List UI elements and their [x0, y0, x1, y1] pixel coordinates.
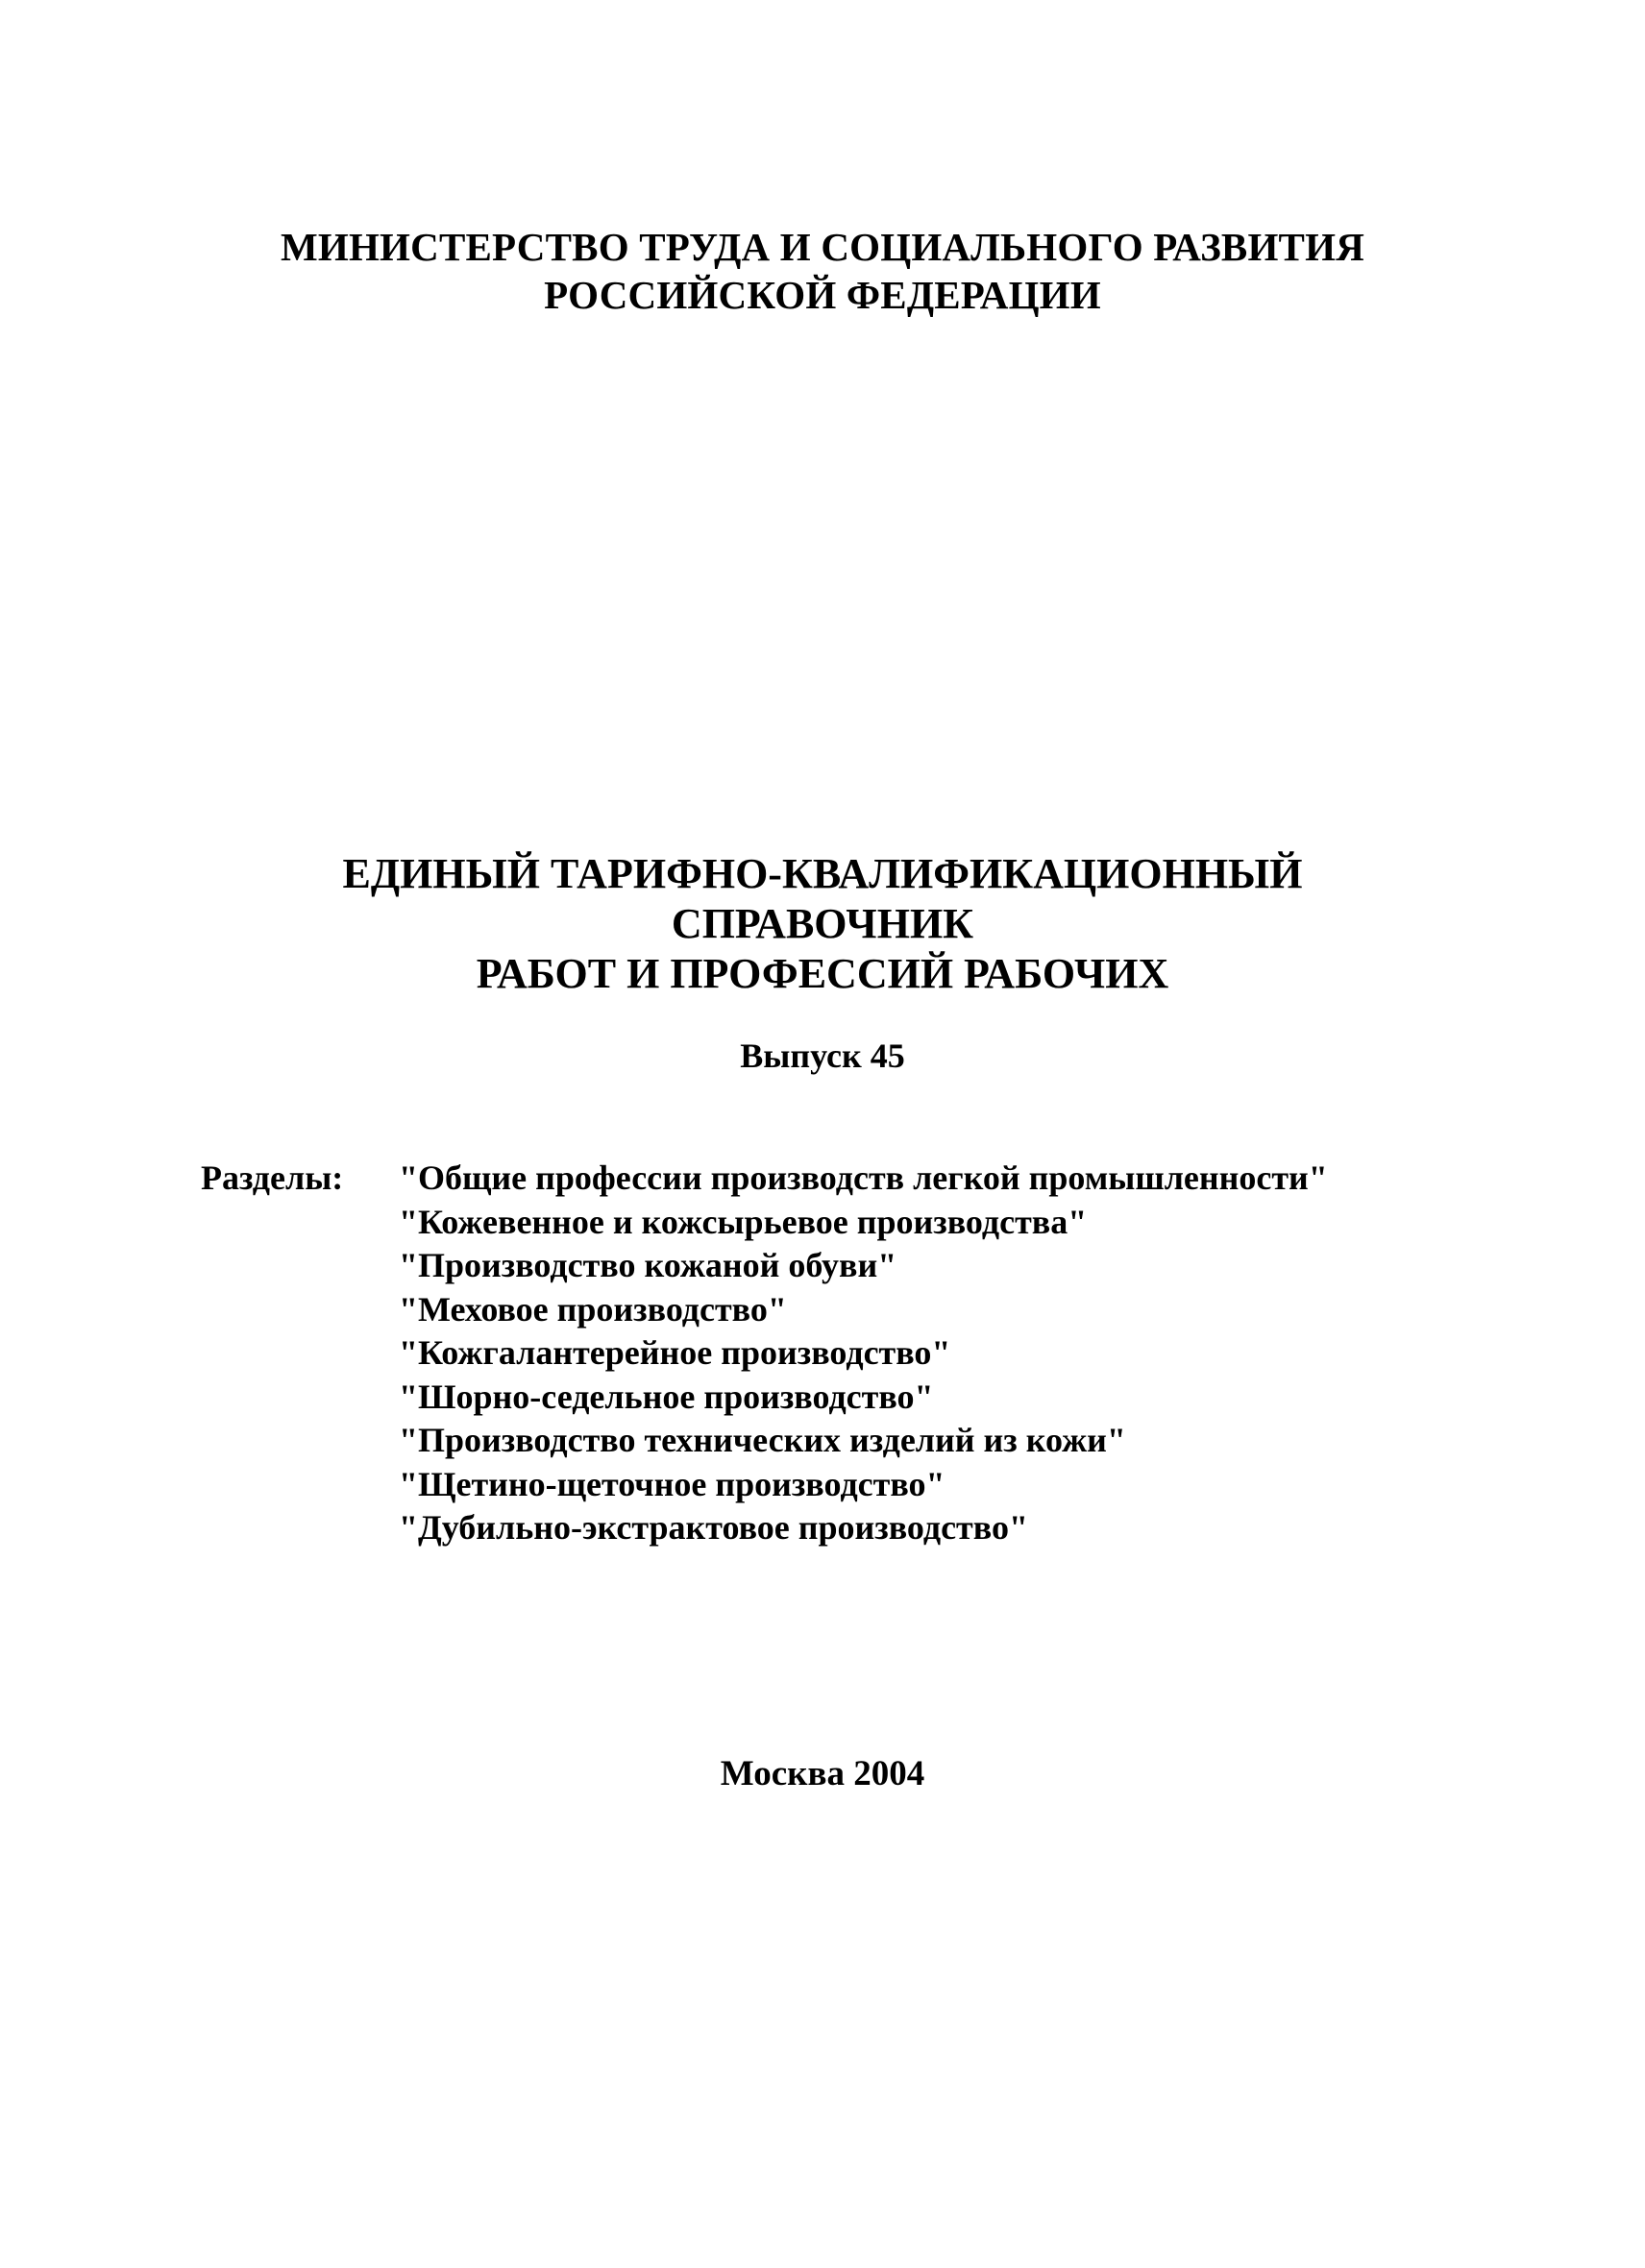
section-item: "Общие профессии производств легкой промышленности"	[399, 1158, 1328, 1197]
ministry-line-2: РОССИЙСКОЙ ФЕДЕРАЦИИ	[544, 273, 1101, 317]
section-item: "Меховое производство"	[399, 1289, 787, 1329]
title-line-3: РАБОТ И ПРОФЕССИЙ РАБОЧИХ	[476, 950, 1169, 997]
title-line-1: ЕДИНЫЙ ТАРИФНО-КВАЛИФИКАЦИОННЫЙ	[342, 850, 1303, 897]
section-item: "Кожгалантерейное производство"	[399, 1333, 951, 1372]
imprint-city-year: Москва 2004	[720, 1754, 925, 1793]
section-item: "Щетино-щеточное производство"	[399, 1464, 945, 1503]
ministry-header	[0, 223, 1645, 319]
document-title	[0, 849, 1645, 999]
section-item: "Дубильно-экстрактовое производство"	[399, 1508, 1028, 1547]
sections-label: Разделы:	[201, 1158, 344, 1197]
title-line-2: СПРАВОЧНИК	[671, 900, 974, 947]
issue-number: Выпуск 45	[740, 1036, 905, 1075]
sections-list	[399, 1157, 1328, 1550]
section-item: "Шорно-седельное производство"	[399, 1377, 934, 1416]
section-item: "Кожевенное и кожсырьевое производства"	[399, 1202, 1088, 1241]
section-item: "Производство кожаной обуви"	[399, 1246, 897, 1284]
section-item: "Производство технических изделий из кожи"	[399, 1421, 1126, 1459]
ministry-line-1: МИНИСТЕРСТВО ТРУДА И СОЦИАЛЬНОГО РАЗВИТИЯ	[280, 225, 1365, 269]
